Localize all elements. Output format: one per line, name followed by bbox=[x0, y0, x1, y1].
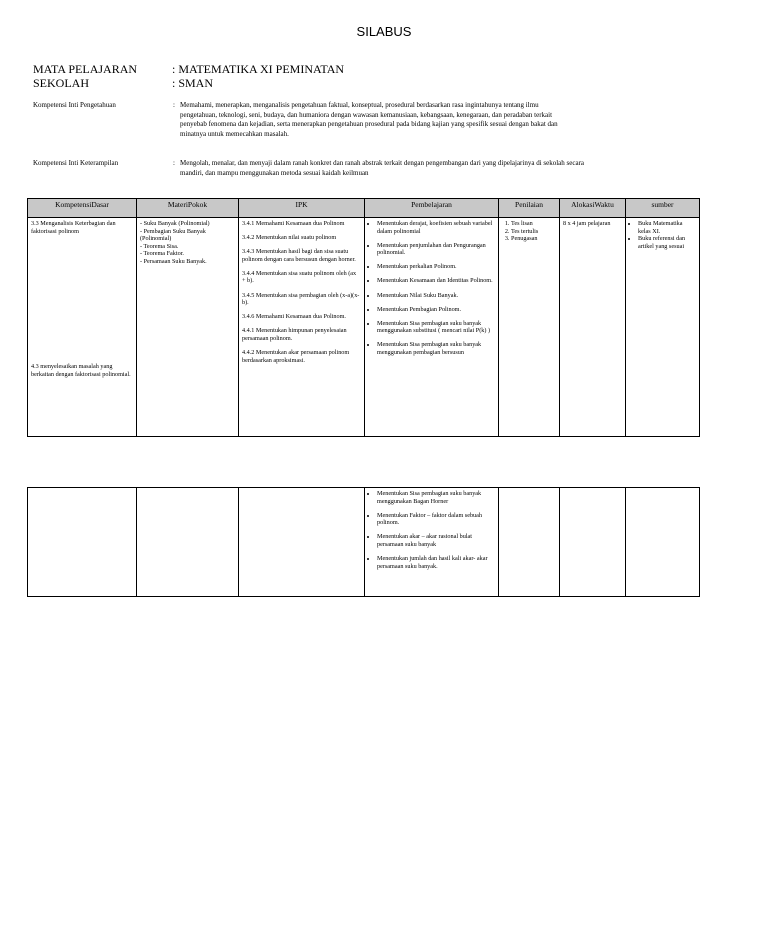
list-item: 3.4.3 Menentukan hasil bagi dan sisa suatu polinom dengan cara bersusun dengan horner. bbox=[242, 248, 356, 263]
list-item: - Persamaan Suku Banyak. bbox=[140, 258, 235, 266]
cell-ipk bbox=[239, 218, 365, 437]
cell-alokasi-waktu bbox=[560, 488, 626, 597]
ki-pengetahuan-colon: : bbox=[173, 101, 175, 109]
list-item: 3. Penugasan bbox=[511, 235, 556, 243]
list-item: • Menentukan Kesamaan dan Identitas Polinom. bbox=[377, 277, 495, 285]
cell-penilaian bbox=[499, 488, 560, 597]
cell-pembelajaran bbox=[365, 218, 499, 437]
kd-4-3: 4.3 menyelesaikan masalah yang berkaitan dengan faktorisasi polinomial. bbox=[31, 363, 131, 378]
sekolah-label: SEKOLAH bbox=[33, 76, 89, 90]
list-item: 3.4.6 Memahami Kesamaan dua Polinom. bbox=[242, 313, 346, 321]
kd-3-3: 3.3 Menganalisis Keterbagian dan faktorisasi polinom bbox=[31, 220, 116, 235]
list-item: - Teorema Faktor. bbox=[140, 250, 235, 258]
list-item: • Buku Matematika kelas XI. bbox=[638, 220, 696, 235]
page-title: SILABUS bbox=[356, 24, 412, 39]
list-item: 2. Tes tertulis bbox=[511, 228, 556, 236]
list-item: 3.4.1 Memahami Kesamaan dua Polinom bbox=[242, 220, 345, 227]
list-item: 3.4.5 Menentukan sisa pembagian oleh (x-a)(x-b). bbox=[242, 291, 360, 307]
cell-pembelajaran bbox=[365, 488, 499, 597]
list-item: • Menentukan Sisa pembagian suku banyak menggunakan Bagan Horner bbox=[377, 490, 495, 505]
sekolah-value: : SMAN bbox=[172, 76, 214, 90]
header-materi-pokok: MateriPokok bbox=[137, 199, 239, 218]
list-item: 1. Tes lisan bbox=[511, 220, 556, 228]
ki-keterampilan-label: Kompetensi Inti Keterampilan bbox=[33, 159, 119, 167]
list-item: • Menentukan Pembagian Polinom. bbox=[377, 306, 495, 314]
cell-kompetensi-dasar bbox=[28, 488, 137, 597]
table-row bbox=[28, 218, 700, 437]
list-item: 4.4.1 Menentukan himpunan penyelesaian persamaan polinom. bbox=[242, 327, 347, 342]
header-sumber: sumber bbox=[626, 199, 700, 218]
cell-ipk bbox=[239, 488, 365, 597]
cell-penilaian bbox=[499, 218, 560, 437]
meta-sekolah bbox=[33, 76, 213, 90]
list-item: - Suku Banyak (Polinomial) bbox=[140, 220, 235, 228]
table-row bbox=[28, 488, 700, 597]
list-item: - Pembagian Suku Banyak (Polinomial) bbox=[140, 228, 235, 243]
list-item: • Menentukan akar – akar rasional bulat persamaan suku banyak bbox=[377, 533, 495, 548]
ki-pengetahuan-text: Memahami, menerapkan, menganalisis pengetahuan faktual, konseptual, prosedural berdasarkan rasa ingintahunya tentang ilmu pengetahuan, teknologi, seni, budaya, dan humaniora dengan wawasan kemanusiaan, kebangsaan, kenegaraan, dan peradaban terkait penyebab fenomena dan kejadian, serta menerapkan pengetahuan prosedural pada bidang kajian yang spesifik sesuai dengan bakat dan minatnya untuk memecahkan masalah. bbox=[180, 101, 558, 138]
list-item: 3.4.2 Menentukan nilai suatu polinom bbox=[242, 234, 337, 242]
table-header-row bbox=[28, 199, 700, 218]
cell-sumber bbox=[626, 488, 700, 597]
silabus-table bbox=[27, 198, 700, 437]
cell-materi-pokok bbox=[137, 488, 239, 597]
cell-sumber bbox=[626, 218, 700, 437]
list-item: - Teorema Sisa. bbox=[140, 243, 235, 251]
header-ipk: IPK bbox=[239, 199, 365, 218]
list-item: • Menentukan penjumlahan dan Pengurangan polinomial. bbox=[377, 242, 495, 257]
list-item: • Buku referensi dan artikel yang sesuai bbox=[638, 235, 696, 250]
cell-alokasi-waktu: 8 x 4 jam pelajaran bbox=[560, 218, 626, 437]
ki-keterampilan-text: Mengolah, menalar, dan menyaji dalam ranah konkret dan ranah abstrak terkait dengan pengembangan dari yang dipelajarinya di sekolah secara mandiri, dan mampu menggunakan metoda sesuai kaidah keilmuan bbox=[180, 159, 585, 177]
list-item: 4.4.2 Menentukan akar persamaan polinom berdasarkan aproksimasi. bbox=[242, 349, 350, 364]
cell-materi-pokok bbox=[137, 218, 239, 437]
header-alokasi-waktu: AlokasiWaktu bbox=[560, 199, 626, 218]
list-item: • Menentukan Sisa pembagian suku banyak menggunakan pembagian bersusun bbox=[377, 341, 495, 356]
list-item: 3.4.4 Menentukan sisa suatu polinom oleh (ax + b). bbox=[242, 269, 357, 285]
header-pembelajaran: Pembelajaran bbox=[365, 199, 499, 218]
list-item: • Menentukan perkalian Polinom. bbox=[377, 263, 495, 271]
list-item: • Menentukan jumlah dan hasil kali akar- akar persamaan suku banyak. bbox=[377, 555, 495, 570]
header-penilaian: Penilaian bbox=[499, 199, 560, 218]
list-item: • Menentukan Faktor – faktor dalam sebuah polinom. bbox=[377, 512, 495, 527]
ki-pengetahuan-label: Kompetensi Inti Pengetahuan bbox=[33, 101, 116, 109]
mapel-value: : MATEMATIKA XI PEMINATAN bbox=[172, 62, 345, 76]
silabus-table-continued bbox=[27, 487, 700, 597]
list-item: • Menentukan Sisa pembagian suku banyak menggunakan substitusi ( mencari nilai P(k) ) bbox=[377, 320, 495, 335]
ki-keterampilan-colon: : bbox=[173, 159, 175, 167]
header-kompetensi-dasar: KompetensiDasar bbox=[28, 199, 137, 218]
list-item: • Menentukan derajat, koefisien sebuah variabel dalam polinomial bbox=[377, 220, 495, 235]
cell-kompetensi-dasar bbox=[28, 218, 137, 437]
meta-mapel bbox=[33, 62, 344, 76]
list-item: • Menentukan Nilai Suku Banyak. bbox=[377, 292, 495, 300]
mapel-label: MATA PELAJARAN bbox=[33, 62, 138, 76]
